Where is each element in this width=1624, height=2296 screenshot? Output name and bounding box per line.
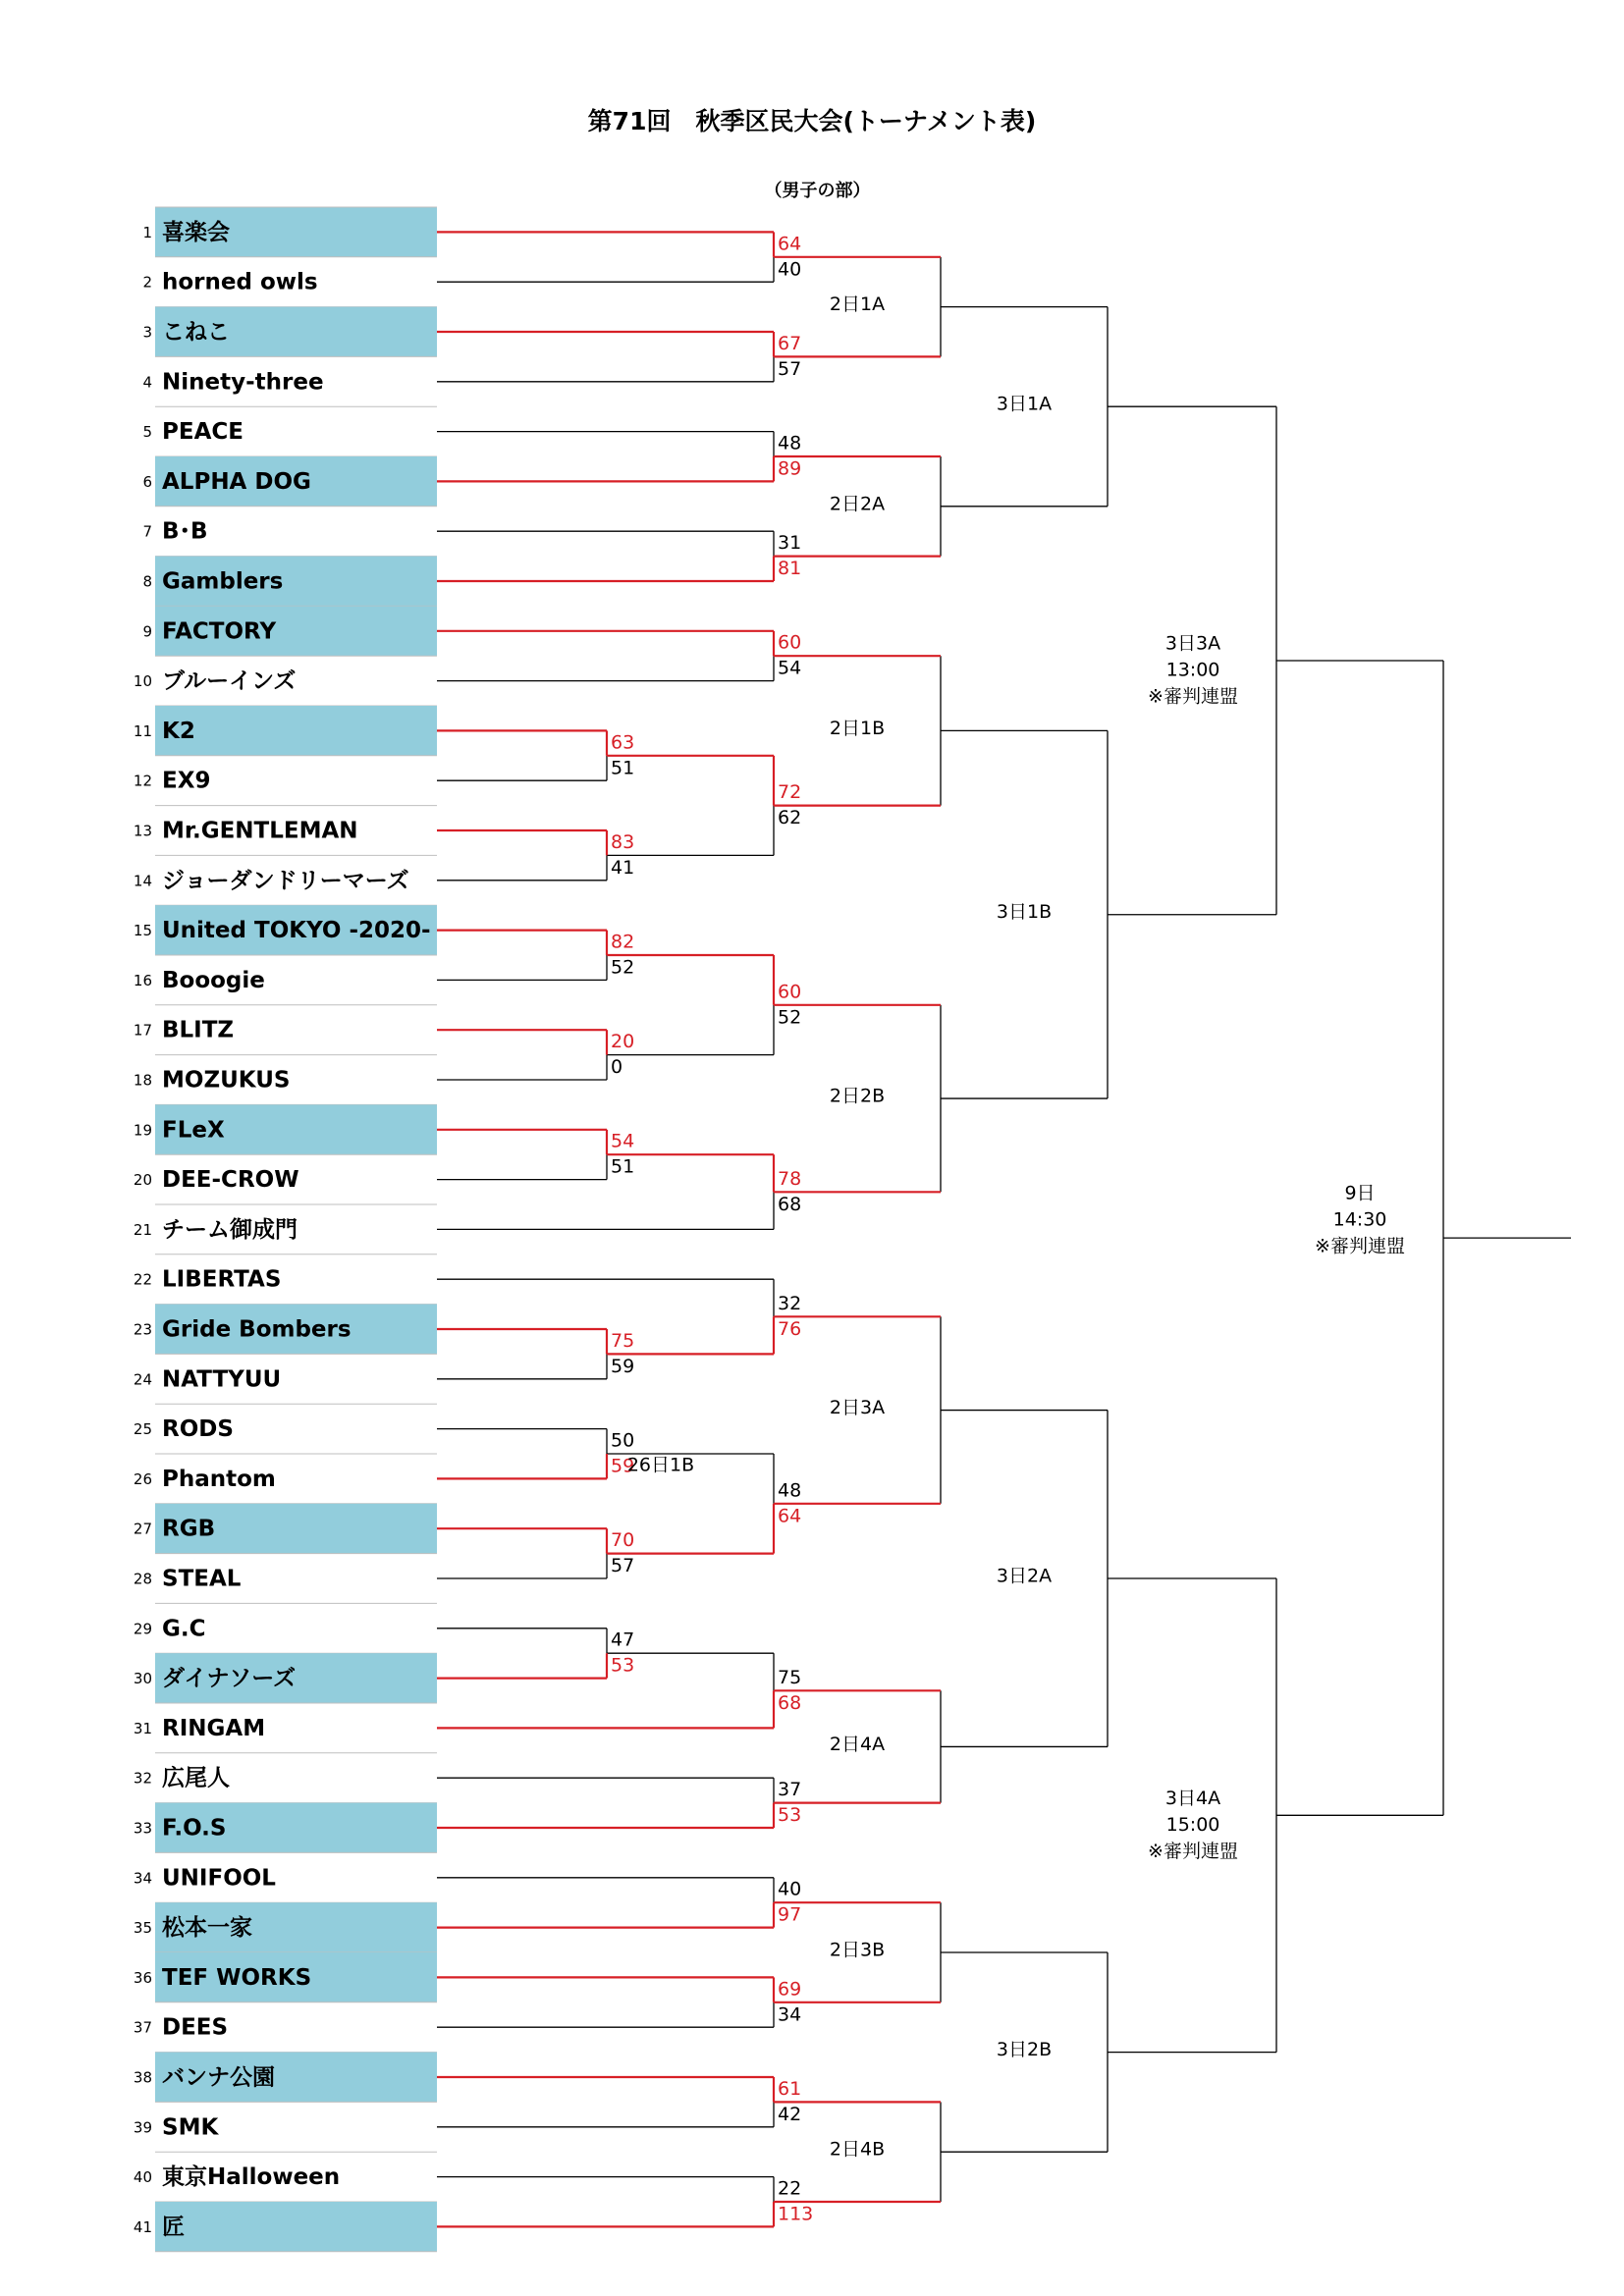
team-number: 4 [142,373,152,392]
team-number: 14 [133,872,152,890]
score-top: 82 [611,931,635,953]
score-top: 78 [778,1167,802,1190]
team-name: horned owls [162,269,318,295]
page-subtitle: （男子の部） [764,181,871,201]
team-number: 12 [133,772,152,790]
score-bottom: 40 [778,258,802,281]
team-number: 28 [133,1570,152,1588]
team-name: LIBERTAS [162,1266,282,1293]
team-number: 24 [133,1370,152,1389]
team-name: 喜楽会 [162,219,230,245]
team-number: 31 [133,1719,152,1737]
match-label: 15:00 [1165,1813,1220,1836]
match-label: 26日1B [626,1454,695,1476]
team-name: UNIFOOL [162,1865,276,1892]
team-name: チーム御成門 [162,1216,298,1243]
score-bottom: 68 [778,1193,802,1215]
team-name: バンナ公園 [162,2064,275,2091]
team-name: PEACE [162,419,244,446]
score-top: 69 [778,1978,802,2001]
team-number: 32 [133,1769,152,1788]
team-name: G.C [162,1616,206,1642]
team-name: FLeX [162,1117,225,1144]
score-bottom: 59 [611,1455,635,1477]
team-name: こねこ [162,319,230,346]
team-number: 9 [142,622,152,641]
team-number: 35 [133,1919,152,1938]
score-top: 72 [778,781,802,804]
team-name: 松本一家 [162,1915,252,1942]
team-name: Mr.GENTLEMAN [162,818,358,844]
team-name: United TOKYO -2020- [162,918,431,944]
score-bottom: 52 [611,956,635,979]
team-number: 22 [133,1270,152,1289]
match-label: ※審判連盟 [1315,1235,1405,1257]
team-name: RODS [162,1416,234,1443]
team-name: ダイナソーズ [162,1666,297,1692]
match-label: 13:00 [1165,659,1220,681]
score-bottom: 76 [778,1317,802,1340]
team-number: 33 [133,1819,152,1838]
team-number: 11 [133,721,152,740]
match-label: ※審判連盟 [1148,1840,1238,1862]
team-name: EX9 [162,768,211,794]
score-top: 60 [778,981,802,1003]
score-bottom: 52 [778,1006,802,1029]
score-bottom: 68 [778,1691,802,1714]
score-bottom: 62 [778,807,802,829]
bracket-lines [437,257,1571,2202]
score-bottom: 57 [611,1555,635,1577]
team-number: 29 [133,1620,152,1638]
score-top: 31 [778,532,802,555]
match-label: 2日3A [829,1397,886,1419]
team-number: 38 [133,2068,152,2087]
score-top: 32 [778,1292,802,1314]
match-label: ※審判連盟 [1148,685,1238,708]
match-label: 3日4A [1164,1787,1221,1809]
score-top: 20 [611,1031,635,1053]
score-top: 64 [778,233,802,255]
team-number: 7 [142,522,152,541]
score-bottom: 0 [611,1056,623,1079]
match-label: 2日2B [829,1085,886,1107]
team-number: 37 [133,2018,152,2037]
team-name: Ninety-three [162,369,324,396]
team-name: B･B [162,518,208,545]
match-label: 3日2A [996,1565,1053,1587]
match-label: 3日2B [996,2039,1053,2061]
score-bottom: 51 [611,1155,635,1178]
match-label: 2日1A [829,294,886,316]
team-number: 20 [133,1171,152,1190]
team-name: RGB [162,1516,216,1542]
match-label: 3日1A [996,393,1053,415]
match-label: 3日1B [996,901,1053,924]
team-name: RINGAM [162,1715,266,1741]
team-highlight [155,2202,437,2252]
score-top: 22 [778,2177,802,2200]
score-bottom: 59 [611,1355,635,1377]
team-highlight [155,706,437,756]
team-name: 広尾人 [162,1765,230,1791]
team-name: Gride Bombers [162,1316,352,1343]
team-name: SMK [162,2114,219,2141]
team-name: 東京Halloween [162,2164,341,2191]
score-top: 75 [611,1329,635,1352]
team-number: 15 [133,922,152,940]
team-number: 5 [142,423,152,442]
score-bottom: 42 [778,2103,802,2125]
team-name: MOZUKUS [162,1067,291,1094]
team-name: F.O.S [162,1815,227,1842]
score-top: 37 [778,1779,802,1801]
score-top: 83 [611,830,635,853]
team-number: 30 [133,1670,152,1688]
score-top: 40 [778,1878,802,1900]
score-bottom: 97 [778,1903,802,1926]
score-top: 75 [778,1666,802,1688]
score-top: 48 [778,432,802,454]
team-number: 21 [133,1220,152,1239]
team-name: TEF WORKS [162,1964,312,1991]
team-name: DEE-CROW [162,1167,299,1194]
team-name: BLITZ [162,1017,235,1043]
team-number: 39 [133,2118,152,2137]
team-name: ジョーダンドリーマーズ [162,868,409,894]
team-number: 25 [133,1420,152,1439]
team-number: 18 [133,1071,152,1090]
team-name: FACTORY [162,618,277,645]
score-bottom: 54 [778,657,802,679]
score-top: 50 [611,1429,635,1452]
page-title: 第71回 秋季区民大会(トーナメント表) [587,107,1037,135]
score-top: 60 [778,631,802,654]
score-bottom: 113 [778,2203,814,2225]
team-name: ALPHA DOG [162,468,311,495]
match-label: 2日4A [829,1733,886,1755]
match-label: 14:30 [1332,1208,1387,1231]
score-top: 47 [611,1629,635,1651]
team-number: 6 [142,472,152,491]
team-number: 3 [142,323,152,342]
score-top: 70 [611,1529,635,1552]
team-number: 36 [133,1968,152,1987]
team-name: STEAL [162,1566,242,1592]
match-label: 2日3B [829,1939,886,1961]
score-bottom: 34 [778,2003,802,2026]
score-bottom: 41 [611,856,635,879]
match-label: 3日3A [1164,632,1221,655]
team-name: ブルーインズ [162,668,297,695]
score-top: 63 [611,731,635,754]
match-label: 2日2A [829,493,886,515]
score-top: 67 [778,332,802,354]
score-top: 61 [778,2077,802,2100]
team-number: 16 [133,971,152,989]
team-number: 8 [142,572,152,591]
team-number: 26 [133,1469,152,1488]
score-bottom: 53 [778,1804,802,1827]
team-number: 13 [133,822,152,840]
score-bottom: 57 [778,357,802,380]
score-bottom: 89 [778,457,802,480]
team-name: DEES [162,2014,229,2041]
team-name: K2 [162,718,195,744]
match-label: 2日1B [829,717,886,739]
team-name: Booogie [162,967,265,993]
score-top: 54 [611,1130,635,1152]
team-number: 19 [133,1121,152,1140]
score-bottom: 81 [778,558,802,580]
match-label: 9日 [1344,1182,1376,1204]
team-number: 2 [142,273,152,292]
team-name: NATTYUU [162,1366,282,1393]
team-number: 17 [133,1021,152,1040]
score-bottom: 51 [611,757,635,779]
team-name: 匠 [162,2214,185,2240]
team-number: 27 [133,1520,152,1538]
team-number: 1 [142,223,152,241]
match-label: 2日4B [829,2138,886,2161]
team-number: 23 [133,1320,152,1339]
team-name: Gamblers [162,568,284,595]
team-number: 10 [133,672,152,691]
team-number: 40 [133,2168,152,2187]
score-top: 48 [778,1479,802,1502]
score-bottom: 53 [611,1654,635,1677]
team-name: Phantom [162,1466,276,1492]
team-number: 34 [133,1869,152,1888]
score-bottom: 64 [778,1505,802,1527]
team-number: 41 [133,2217,152,2236]
